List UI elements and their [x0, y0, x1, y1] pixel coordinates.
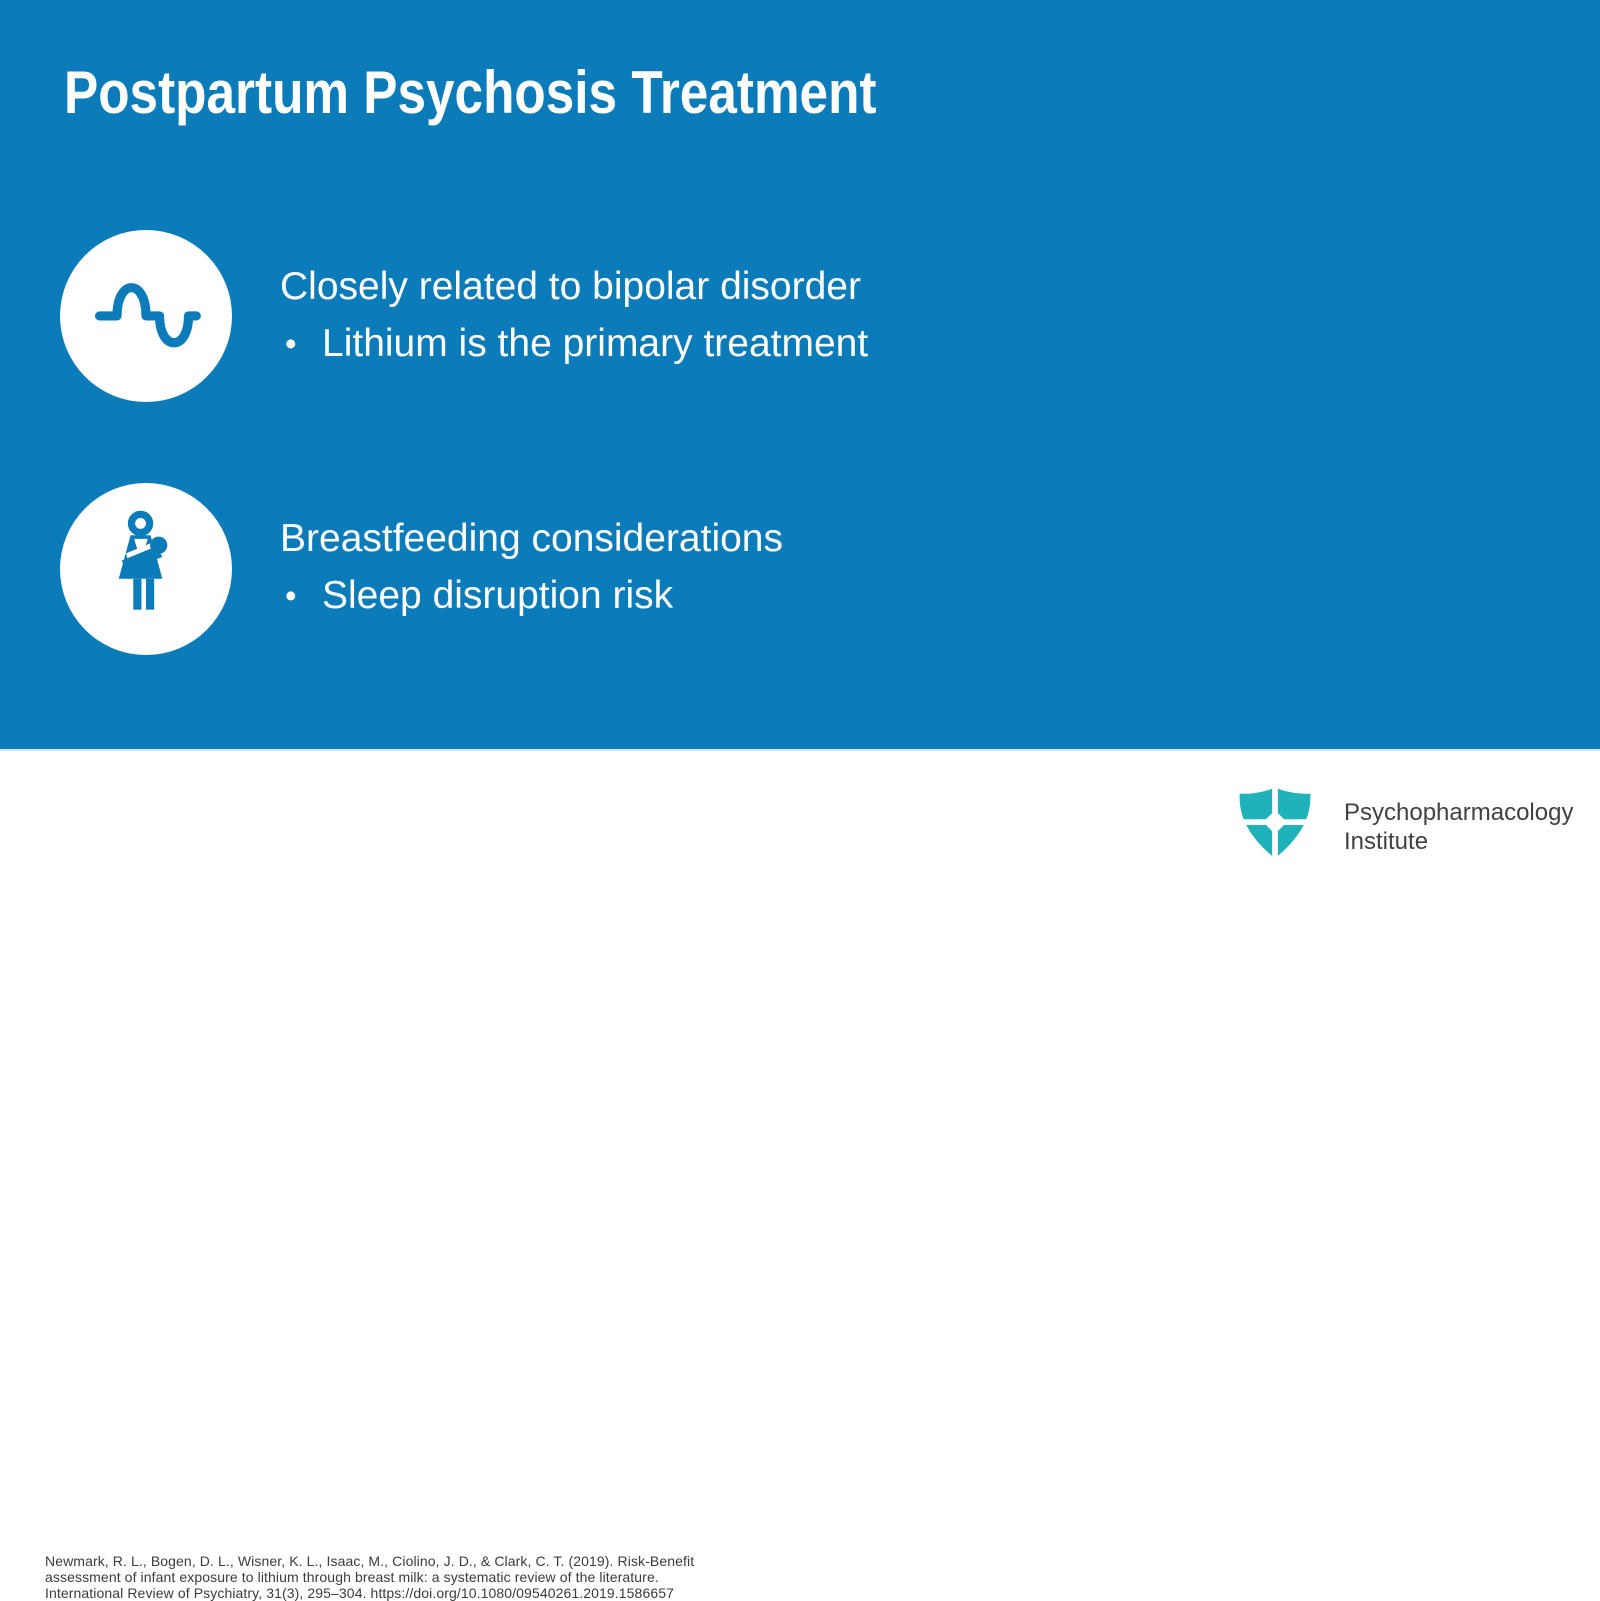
slide-body: [0, 0, 1600, 751]
institute-logo: [1232, 786, 1573, 860]
sine-wave-icon-circle: [60, 230, 232, 402]
item-1-bullet-text: Lithium is the primary treatment: [322, 322, 869, 365]
citation-line-3: International Review of Psychiatry, 31(3), 295–304. https://doi.org/10.1080/09540261.2019.1586657: [45, 1585, 674, 1601]
shield-icon: [1232, 786, 1318, 860]
item-2-bullet-line: [280, 567, 783, 624]
breastfeeding-icon-circle: [60, 483, 232, 655]
breastfeeding-icon: [100, 508, 192, 631]
logo-text-line-2: Institute: [1344, 828, 1429, 855]
bullet-dot: •: [285, 325, 297, 362]
item-2-heading: Breastfeeding considerations: [280, 517, 783, 560]
logo-text-line-1: Psychopharmacology: [1344, 799, 1574, 826]
logo-text: [1344, 798, 1573, 856]
citation-line-2: assessment of infant exposure to lithium through breast milk: a systematic review of the literature.: [45, 1569, 659, 1585]
bullet-dot: •: [285, 577, 297, 614]
sine-wave-icon: [88, 256, 204, 377]
item-1-bullet-line: [280, 315, 868, 372]
item-2-bullet-text: Sleep disruption risk: [322, 574, 674, 617]
page-title: Postpartum Psychosis Treatment: [64, 59, 877, 126]
item-1-text-block: [280, 258, 868, 372]
item-1-heading: Closely related to bipolar disorder: [280, 265, 861, 308]
citation: [45, 1553, 694, 1601]
citation-line-1: Newmark, R. L., Bogen, D. L., Wisner, K. L., Isaac, M., Ciolino, J. D., & Clark, C. T. (2019). Risk-Benefit: [45, 1553, 695, 1569]
item-2-text-block: [280, 510, 783, 624]
